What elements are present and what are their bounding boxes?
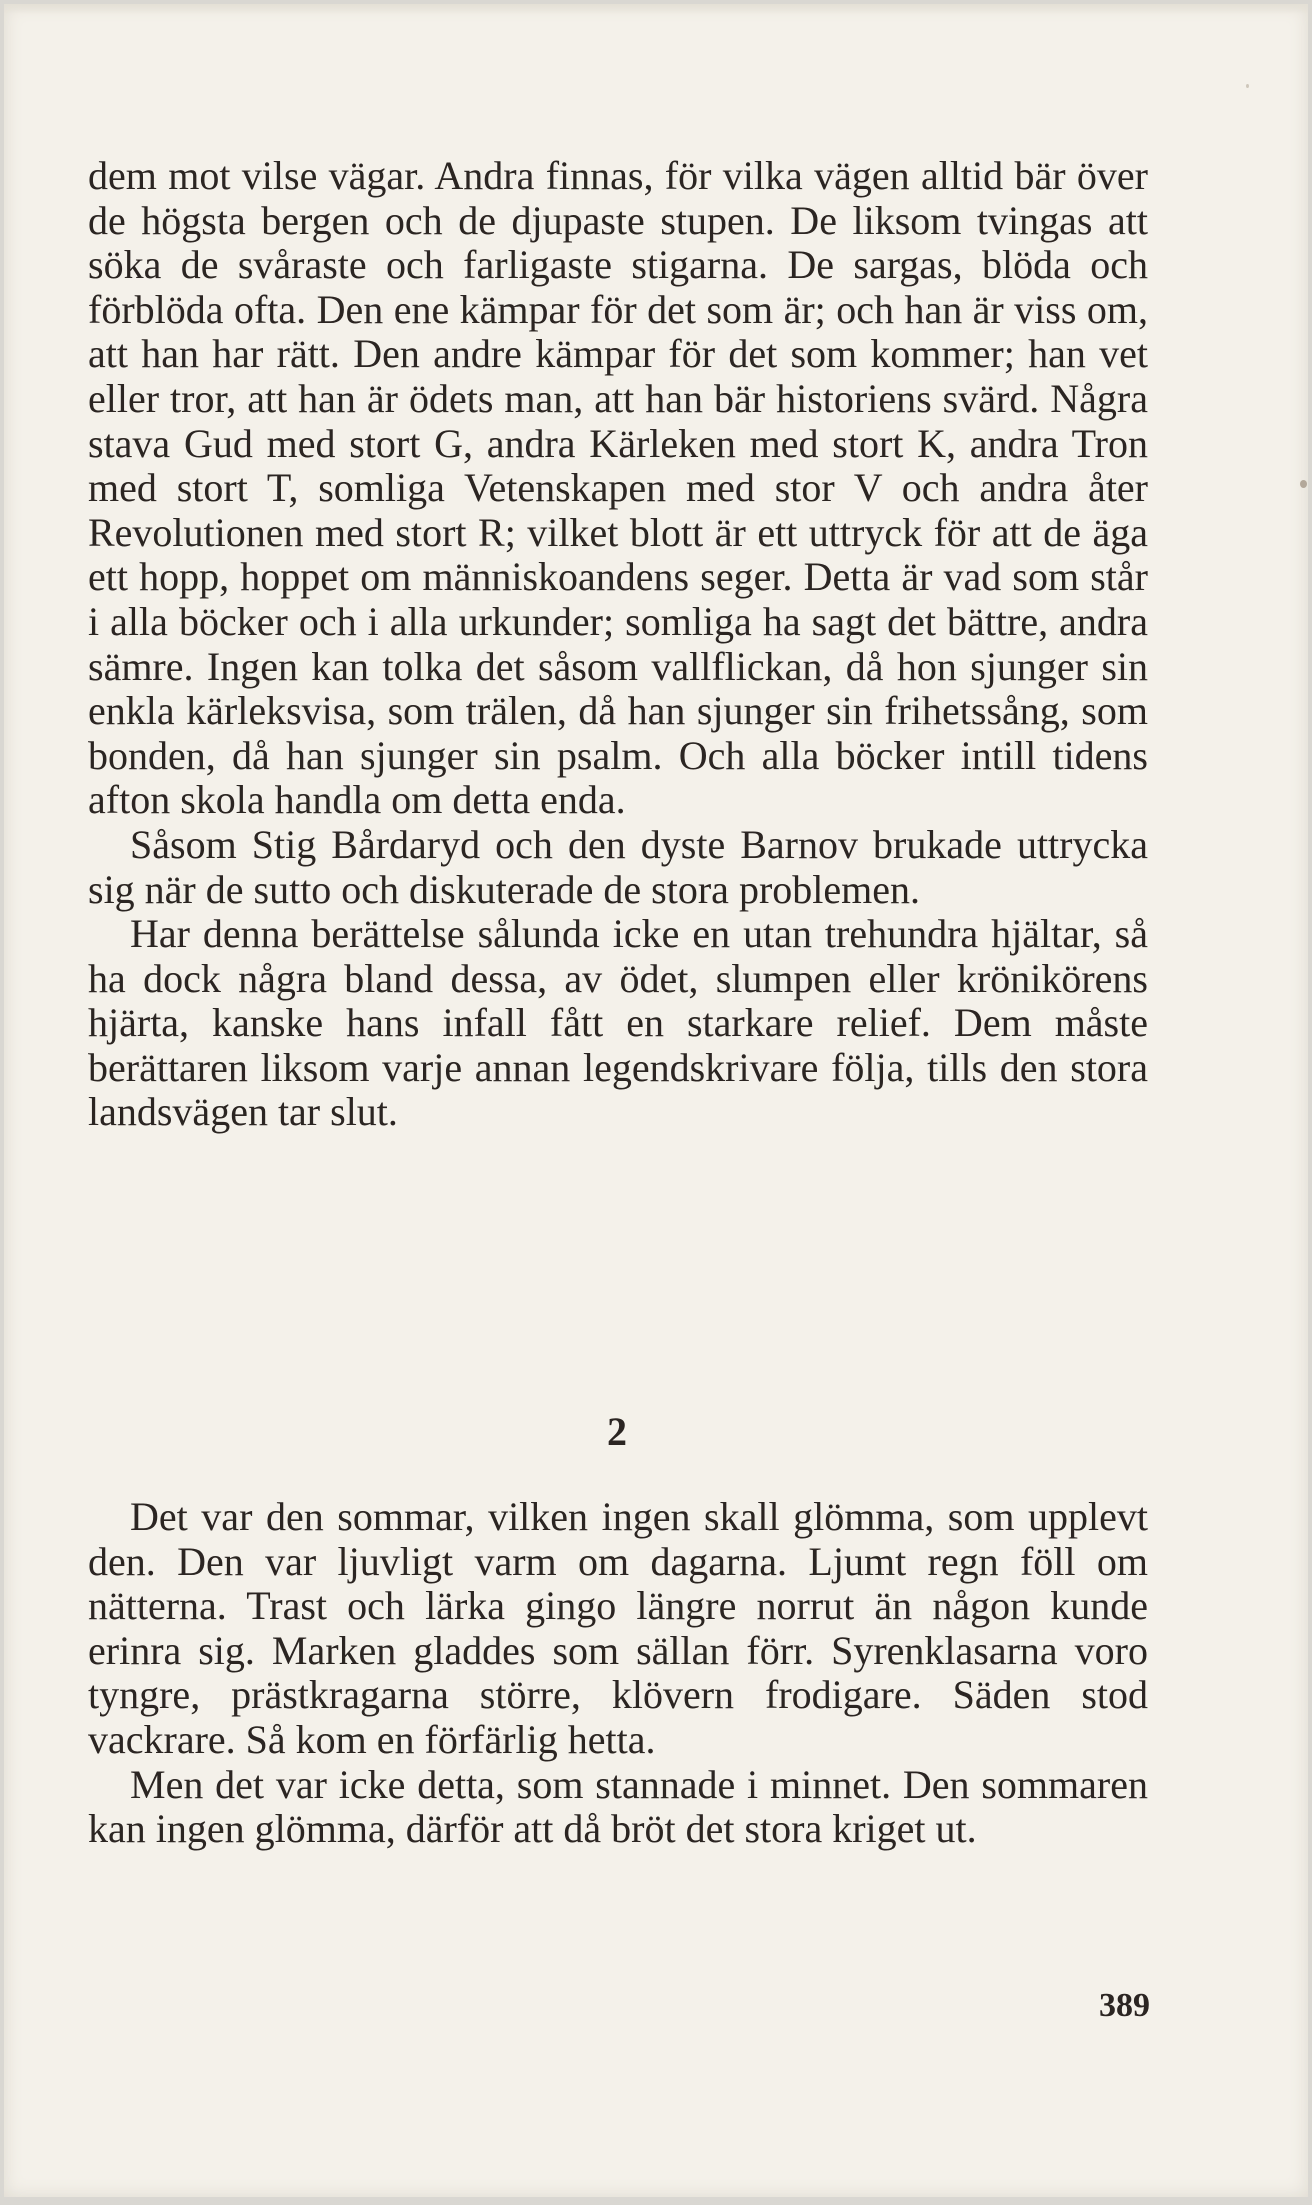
paragraph: Såsom Stig Bårdaryd och den dyste Barnov brukade uttrycka sig när de sutto och diskuterade de stora problemen. [88,821,1148,912]
body-text-bottom [88,1495,1148,1852]
paper-speck [1246,84,1249,88]
page-edge-shadow [4,4,1308,14]
chapter-number: 2 [607,1409,627,1454]
page-number: 389 [1099,1987,1150,2024]
paragraph: Har denna berättelse sålunda icke en utan trehundra hjältar, så ha dock några bland dessa, av ödet, slumpen eller krönikörens hjärta, kanske hans infall fått en starkare relief. Dem måste berättaren liksom varje annan legendskrivare följa, tills den stora landsvägen tar slut. [88,911,1148,1135]
book-page [4,4,1308,2197]
body-text-top [88,154,1148,1135]
paragraph: Men det var icke detta, som stannade i minnet. Den sommaren kan ingen glömma, därför att då bröt det stora kriget ut. [88,1761,1148,1852]
paragraph: dem mot vilse vägar. Andra finnas, för vilka vägen alltid bär över de högsta bergen och de djupaste stupen. De liksom tvingas att söka de svåraste och farligaste stigarna. De sargas, blöda och förblöda ofta. Den ene kämpar för det som är; och han är viss om, att han har rätt. Den andre kämpar för det som kommer; han vet eller tror, att han är ödets man, att han bär historiens svärd. Några stava Gud med stort G, andra Kärleken med stort K, andra Tron med stort T, somliga Vetenskapen med stor V och andra åter Revolutionen med stort R; vilket blott är ett uttryck för att de äga ett hopp, hoppet om människoandens seger. Detta är vad som står i alla böcker och i alla urkunder; somliga ha sagt det bättre, andra sämre. Ingen kan tolka det såsom vallflickan, då hon sjunger sin enkla kärleksvisa, som trälen, då han sjunger sin frihetssång, som bonden, då han sjunger sin psalm. Och alla böcker intill tidens afton skola handla om detta enda. [88,153,1148,823]
paper-speck [1300,480,1307,488]
paragraph: Det var den sommar, vilken ingen skall glömma, som upplevt den. Den var ljuvligt varm om dagarna. Ljumt regn föll om nätterna. Trast och lärka gingo längre norrut än någon kunde erinra sig. Marken gladdes som sällan förr. Syrenklasarna voro tyngre, prästkragarna större, klövern frodigare. Säden stod vackrare. Så kom en förfärlig hetta. [88,1494,1148,1762]
